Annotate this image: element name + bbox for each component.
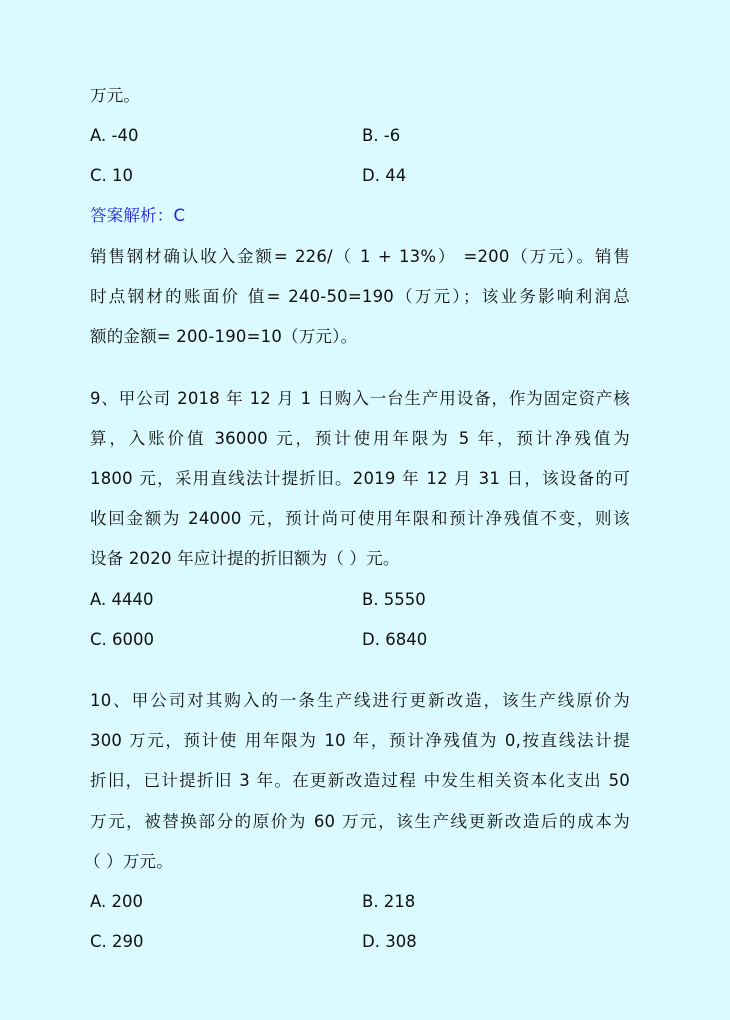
q8-question-tail: 万元。 [90, 86, 141, 105]
q9-option-c: C. 6000 [90, 630, 155, 649]
q10-option-d: D. 308 [362, 932, 417, 951]
q9-question-line-2: 算，入账价值 36000 元，预计使用年限为 5 年，预计净残值为 [90, 429, 630, 448]
q9-question-line-3: 1800 元，采用直线法计提折旧。2019 年 12 月 31 日，该设备的可 [90, 469, 630, 488]
q8-option-a: A. -40 [90, 126, 139, 145]
q10-option-c: C. 290 [90, 932, 144, 951]
q9-option-d: D. 6840 [362, 630, 428, 649]
q8-explanation-line-1: 销售钢材确认收入金额= 226/（ 1 + 13%） =200（万元）。销售 [90, 247, 630, 266]
q10-question-line-4: 万元，被替换部分的原价为 60 万元，该生产线更新改造后的成本为 [90, 812, 630, 831]
q8-answer-label: 答案解析：C [90, 206, 186, 225]
q8-explanation-line-3: 额的金额= 200-190=10（万元）。 [90, 327, 358, 346]
q10-question-line-5: （ ）万元。 [84, 852, 173, 871]
q10-option-b: B. 218 [362, 892, 416, 911]
q10-question-line-1: 10、甲公司对其购入的一条生产线进行更新改造，该生产线原价为 [90, 691, 630, 710]
q8-option-b: B. -6 [362, 126, 401, 145]
q9-option-b: B. 5550 [362, 590, 426, 609]
q9-option-a: A. 4440 [90, 590, 154, 609]
q9-question-line-4: 收回金额为 24000 元，预计尚可使用年限和预计净残值不变，则该 [90, 509, 630, 528]
q9-question-line-1: 9、甲公司 2018 年 12 月 1 日购入一台生产用设备，作为固定资产核 [90, 389, 630, 408]
q10-option-a: A. 200 [90, 892, 143, 911]
q8-option-c: C. 10 [90, 166, 134, 185]
q10-question-line-3: 折旧，已计提折旧 3 年。在更新改造过程 中发生相关资本化支出 50 [90, 771, 630, 790]
q10-question-line-2: 300 万元，预计使 用年限为 10 年，预计净残值为 0,按直线法计提 [90, 731, 630, 750]
q8-option-d: D. 44 [362, 166, 407, 185]
q9-question-line-5: 设备 2020 年应计提的折旧额为（ ）元。 [90, 549, 400, 568]
q8-explanation-line-2: 时点钢材的账面价 值= 240-50=190（万元）；该业务影响利润总 [90, 287, 630, 306]
